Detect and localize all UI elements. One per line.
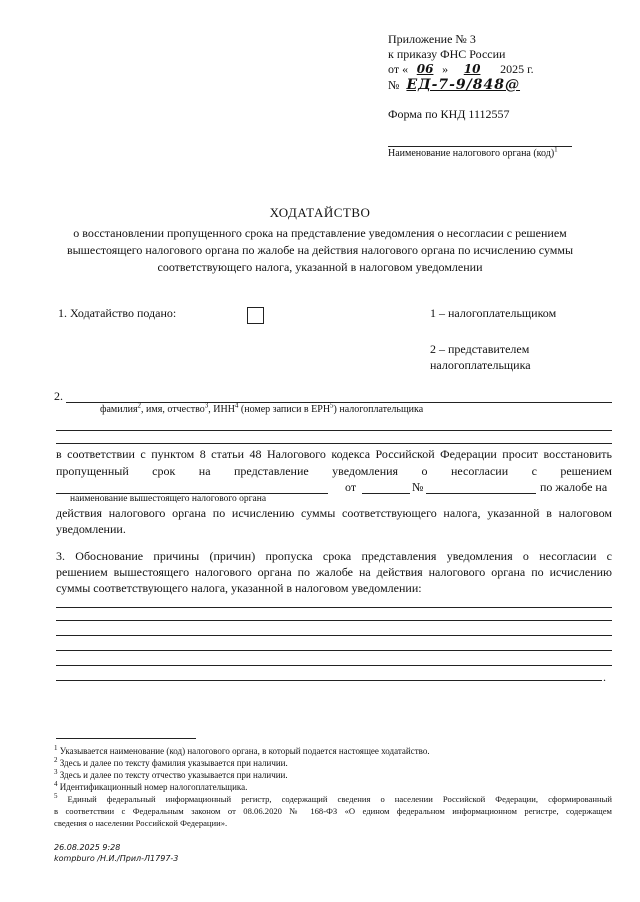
date-prefix: от « [388,62,409,76]
tax-authority-caption: Наименование налогового органа (код)$^1$ [388,145,558,159]
decision-date-line[interactable] [362,493,410,494]
option-representative-line2: налогоплательщика [430,358,531,372]
reason-line-3[interactable] [56,635,612,636]
footnote-5-line2: в соответствии с Федеральным законом от 08.06.2020 № 168-ФЗ «О едином федеральном информационном регистре, содержащем [54,806,612,816]
taxpayer-extra-line-2[interactable] [56,443,612,444]
section3-line3: суммы соответствующего налога, указанной в налоговом уведомлении: [56,581,422,595]
order-reference: к приказу ФНС России [388,47,506,61]
section3-line1: 3. Обоснование причины (причин) пропуска срока представления уведомления о несогласии с [56,549,612,563]
order-date [388,62,534,77]
title-sub-line-1: о восстановлении пропущенного срока на представление уведомления о несогласии с решением [73,226,567,240]
date-year: 2025 г. [500,62,534,76]
complaint-label: по жалобе на [540,480,608,494]
title-sub-line-2: вышестоящего налогового органа по жалобе на действия налогового органа по исчислению суммы [66,243,574,257]
date-sep: » [442,62,449,76]
higher-authority-caption: наименование вышестоящего налогового органа [70,494,267,504]
date-month-handwritten: 10 [463,62,481,76]
reason-line-6[interactable] [56,680,602,681]
number-prefix: № [388,78,400,92]
file-reference: kompburo /Н.И./Прил-Л1797-3 [54,854,179,863]
number-handwritten: ЕД-7-9/848@ [406,77,521,93]
tax-authority-line [388,146,572,147]
option-taxpayer: 1 – налогоплательщиком [430,306,557,320]
date-day-handwritten: 06 [416,62,434,76]
option-representative-line1: 2 – представителем [430,342,530,356]
title-sub-line-3: соответствующего налога, указанной в налоговом уведомлении [157,260,483,274]
taxpayer-name-line[interactable] [66,402,612,403]
form-code: Форма по КНД 1112557 [388,107,510,121]
section2-line1: в соответствии с пунктом 8 статьи 48 Налогового кодекса Российской Федерации просит восстановить [56,447,612,461]
taxpayer-extra-line[interactable] [56,430,612,431]
filer-checkbox[interactable] [247,307,264,324]
section1-label: 1. Ходатайство подано: [58,306,177,320]
reason-line-2[interactable] [56,620,612,621]
section3-line2: решением вышестоящего налогового органа по жалобе на действия налогового органа по исчислению [56,565,612,579]
reason-line-5[interactable] [56,665,612,666]
reason-line-4[interactable] [56,650,612,651]
footnote-2: $^2$ Здесь и далее по тексту фамилия указывается при наличии. [54,756,288,768]
decision-number-line[interactable] [426,493,536,494]
footnote-4: $^4$ Идентификационный номер налогоплательщика. [54,780,248,792]
reason-end-dot: . [603,670,606,684]
section2-line2: пропущенный срок на представление уведомления о несогласии с решением [56,464,612,478]
print-timestamp: 26.08.2025 9:28 [54,843,121,852]
reason-line-1[interactable] [56,607,612,608]
appendix-number: Приложение № 3 [388,32,476,46]
date-from-label: от [345,480,357,494]
footnote-3: $^3$ Здесь и далее по тексту отчество указывается при наличии. [54,768,288,780]
document-title: ХОДАТАЙСТВО [269,205,371,220]
footnote-separator [56,738,196,739]
decision-number-label: № [412,480,424,494]
footnote-1: $^1$ Указывается наименование (код) налогового органа, в который подается настоящее ходатайство. [54,744,430,756]
footnote-5-line3: сведения о населении Российской Федерации». [54,818,228,828]
taxpayer-caption: фамилия$^2$, имя, отчество$^3$, ИНН$^4$ (номер записи в ЕРН$^5$) налогоплательщика [100,401,424,415]
section2-label: 2. [54,389,63,403]
section2-line5: уведомлении. [56,522,126,536]
section2-line4: действия налогового органа по исчислению суммы соответствующего налога, указанной в налоговом [56,506,612,520]
order-number [388,77,520,93]
footnote-5-line1: $^5$ Единый федеральный информационный регистр, содержащий сведения о населении Российской Федерации, сформированный [54,792,612,804]
